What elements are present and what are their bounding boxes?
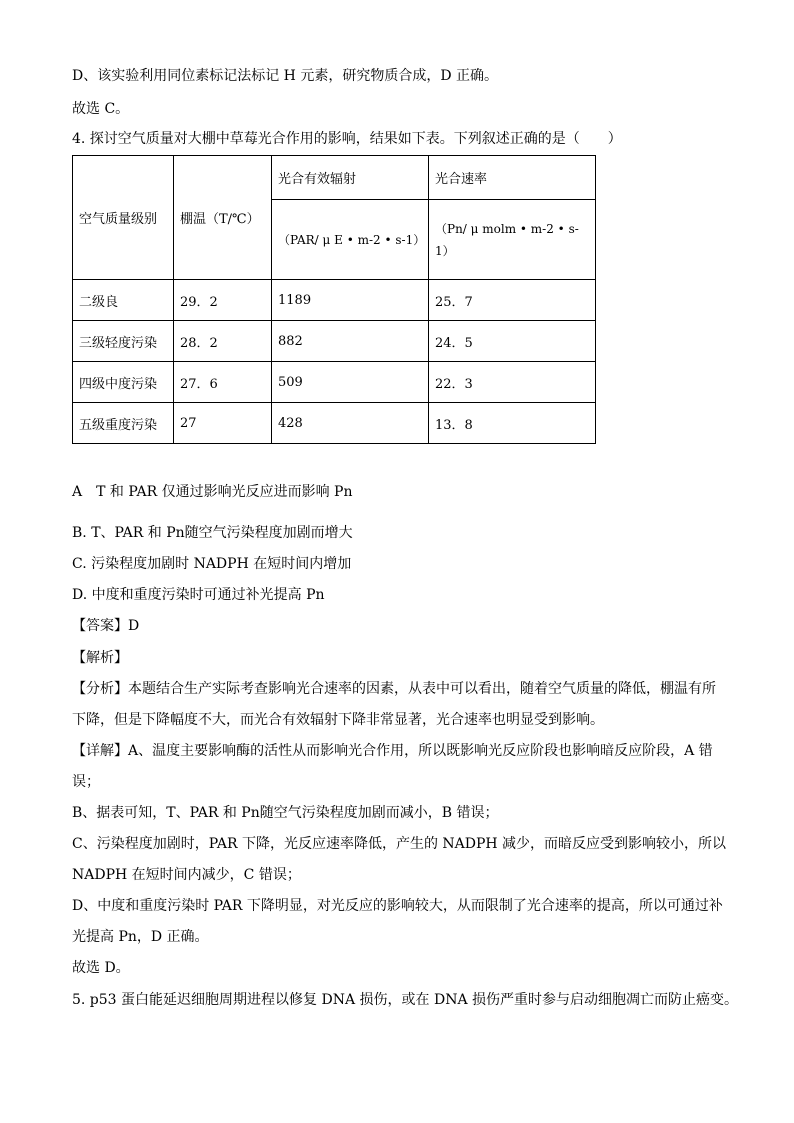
detail-paragraph: 误； (72, 774, 100, 790)
unit-par-text: （PAR/ μ E • m-2 • s-1） (278, 232, 426, 247)
unit-par (272, 200, 429, 280)
cell-par: 509 (272, 362, 429, 403)
answer-label: 【答案】D (72, 618, 140, 634)
cell-temp: 27．6 (174, 362, 272, 403)
unit-rate (429, 200, 596, 280)
analysis-label: 【解析】 (72, 650, 128, 666)
cell-rate: 13．8 (429, 403, 596, 444)
analysis-paragraph: 【分析】本题结合生产实际考查影响光合速率的因素，从表中可以看出，随着空气质量的降低，棚温有所 (72, 681, 716, 697)
option-c: C. 污染程度加剧时 NADPH 在短时间内增加 (72, 556, 352, 572)
cell-rate: 22．3 (429, 362, 596, 403)
cell-par: 1189 (272, 280, 429, 321)
cell-level: 二级良 (73, 280, 174, 321)
table-row (73, 403, 596, 444)
option-b: B. T、PAR 和 Pn随空气污染程度加剧而增大 (72, 525, 353, 541)
question-5-stem: 5. p53 蛋白能延迟细胞周期进程以修复 DNA 损伤，或在 DNA 损伤严重时参与启动细胞凋亡而防止癌变。 (72, 992, 739, 1008)
cell-rate: 25．7 (429, 280, 596, 321)
header-air-quality: 空气质量级别 (73, 156, 174, 280)
header-rate: 光合速率 (429, 156, 596, 200)
cell-temp: 29．2 (174, 280, 272, 321)
option-d: D. 中度和重度污染时可通过补光提高 Pn (72, 587, 325, 603)
table-row (73, 362, 596, 403)
conclusion-line: 故选 D。 (72, 960, 130, 976)
cell-level: 四级中度污染 (73, 362, 174, 403)
text-line: D、该实验利用同位素标记法标记 H 元素，研究物质合成，D 正确。 (72, 68, 499, 84)
detail-paragraph: NADPH 在短时间内减少，C 错误； (72, 867, 301, 883)
detail-paragraph: C、污染程度加剧时，PAR 下降，光反应速率降低，产生的 NADPH 减少，而暗反应受到影响较小，所以 (72, 836, 727, 852)
text-line: 故选 C。 (72, 101, 130, 117)
header-par: 光合有效辐射 (272, 156, 429, 200)
analysis-paragraph: 下降，但是下降幅度不大，而光合有效辐射下降非常显著，光合速率也明显受到影响。 (72, 712, 604, 728)
detail-paragraph: 【详解】A、温度主要影响酶的活性从而影响光合作用，所以既影响光反应阶段也影响暗反应阶段，A 错 (72, 743, 713, 759)
unit-rate-text: （Pn/ μ molm • m-2 • s-1） (435, 221, 579, 258)
cell-par: 882 (272, 321, 429, 362)
data-table (72, 155, 596, 444)
detail-paragraph: 光提高 Pn，D 正确。 (72, 929, 209, 945)
option-a: A T 和 PAR 仅通过影响光反应进而影响 Pn (72, 484, 353, 500)
table-row (73, 321, 596, 362)
table-row (73, 280, 596, 321)
cell-level: 五级重度污染 (73, 403, 174, 444)
cell-temp: 27 (174, 403, 272, 444)
cell-par: 428 (272, 403, 429, 444)
detail-paragraph: D、中度和重度污染时 PAR 下降明显，对光反应的影响较大，从而限制了光合速率的提高，所以可通过补 (72, 898, 723, 914)
header-temperature: 棚温（T/℃） (174, 156, 272, 280)
cell-rate: 24．5 (429, 321, 596, 362)
detail-paragraph: B、据表可知，T、PAR 和 Pn随空气污染程度加剧而减小，B 错误； (72, 805, 499, 821)
cell-level: 三级轻度污染 (73, 321, 174, 362)
question-4-stem: 4. 探讨空气质量对大棚中草莓光合作用的影响，结果如下表。下列叙述正确的是（ ） (72, 131, 622, 147)
cell-temp: 28．2 (174, 321, 272, 362)
